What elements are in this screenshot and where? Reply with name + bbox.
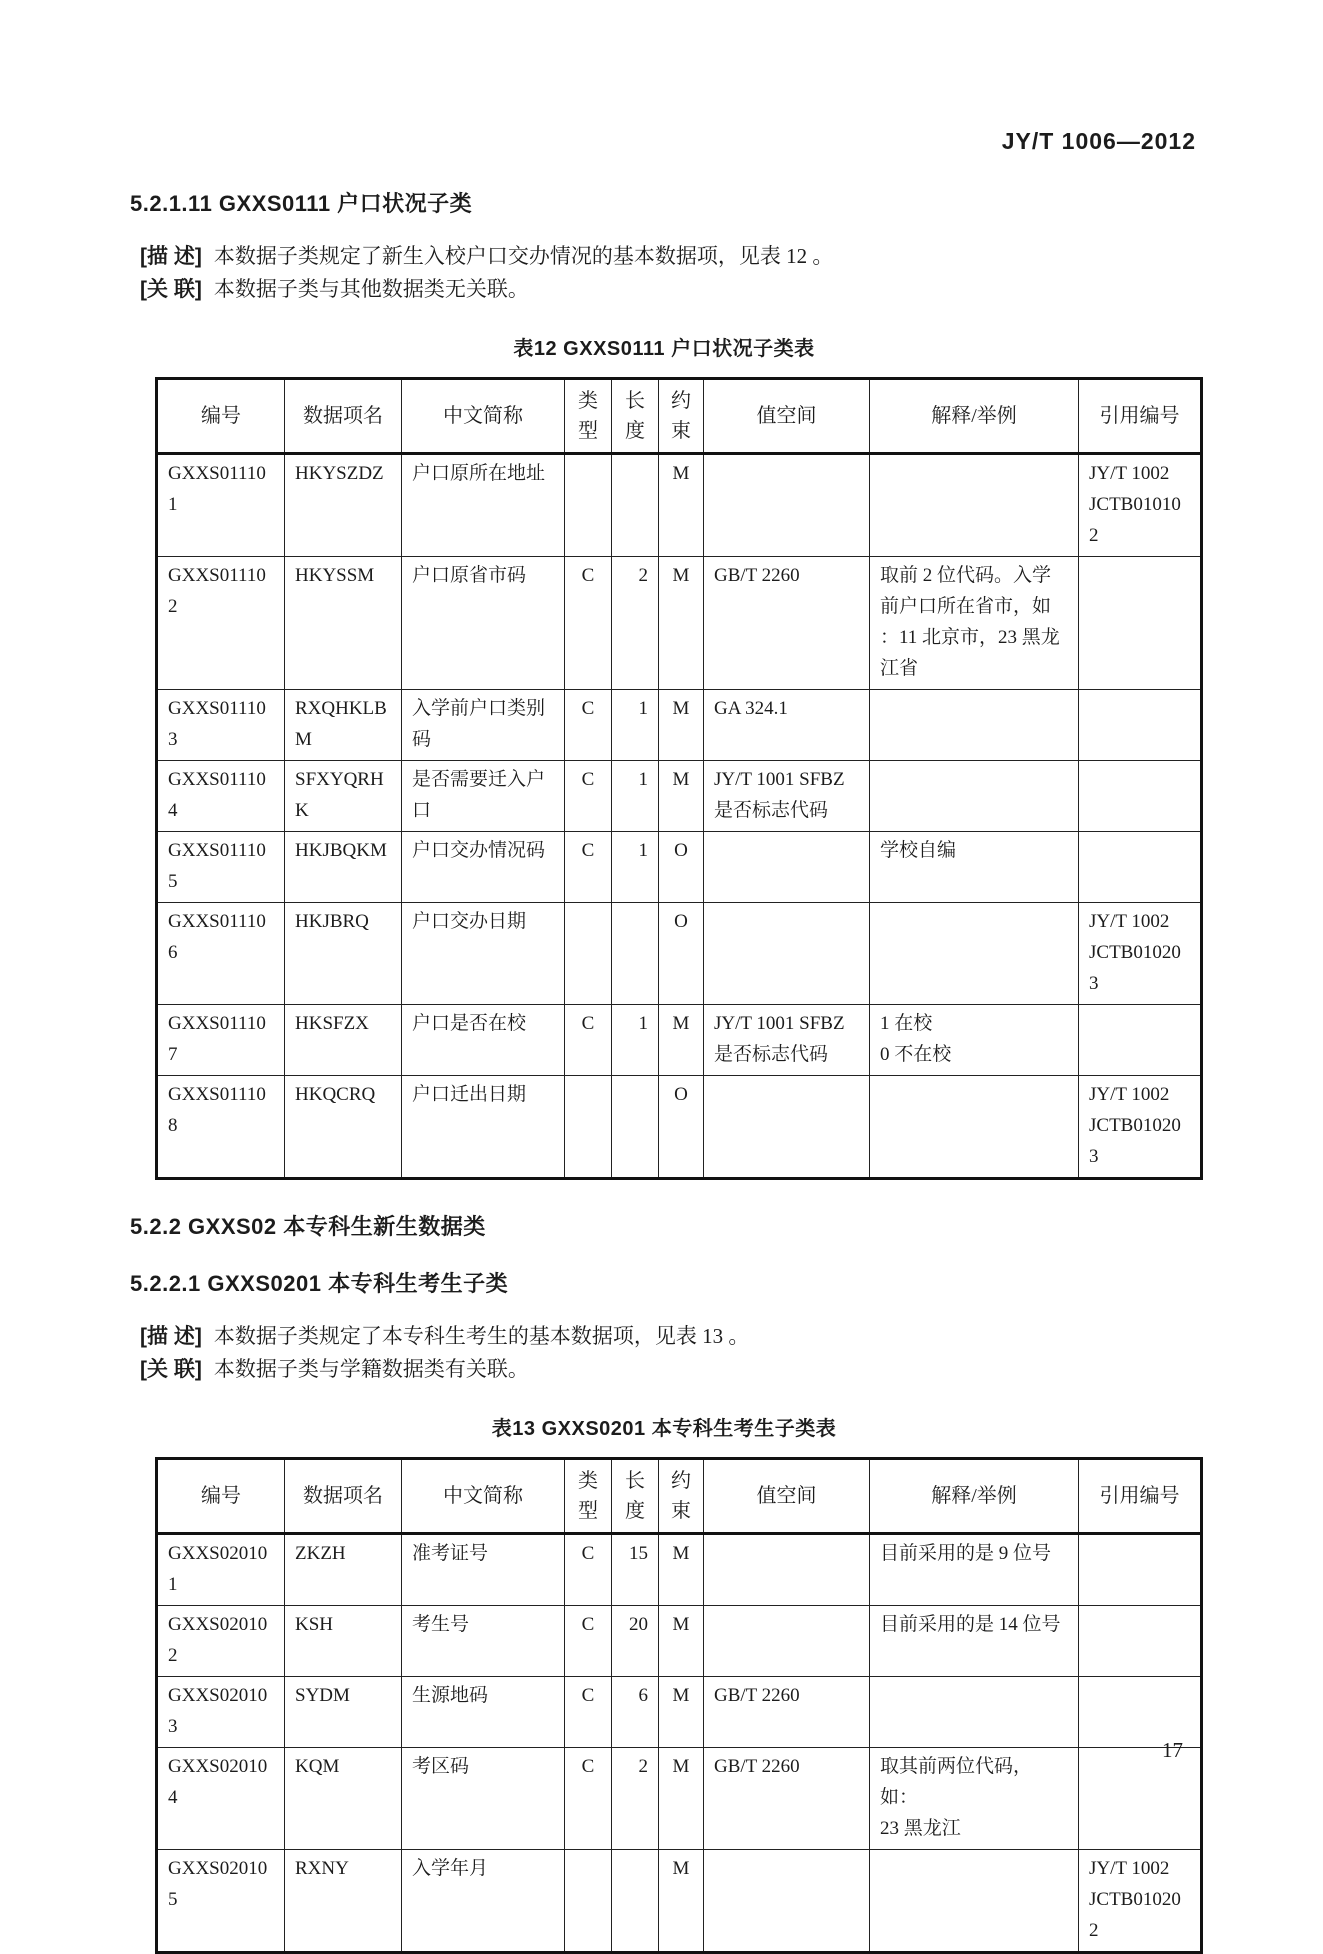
- table-cell: JY/T 1002 JCTB010102: [1079, 454, 1202, 557]
- table-cell: 2: [612, 557, 659, 690]
- column-header: 中文简称: [402, 1459, 565, 1534]
- table-cell: M: [659, 454, 704, 557]
- table-row: [157, 557, 1202, 690]
- table-cell: HKYSZDZ: [285, 454, 402, 557]
- table-row: [157, 454, 1202, 557]
- table-cell: [565, 454, 612, 557]
- table-cell: 户口原省市码: [402, 557, 565, 690]
- relation-label: [关 联]: [140, 1358, 202, 1381]
- table-cell: [870, 1677, 1079, 1748]
- document-header: [130, 128, 1198, 155]
- table-cell: RXQHKLBM: [285, 690, 402, 761]
- table-cell: M: [659, 557, 704, 690]
- relation-text: 本数据子类与学籍数据类有关联。: [213, 1357, 529, 1381]
- table-cell: GXXS011106: [157, 903, 285, 1005]
- description-label: [描 述]: [140, 1325, 202, 1348]
- table-cell: [870, 761, 1079, 832]
- column-header: 数据项名: [285, 1459, 402, 1534]
- table-cell: 准考证号: [402, 1534, 565, 1606]
- table-cell: C: [565, 1606, 612, 1677]
- column-header: 类 型: [565, 379, 612, 454]
- table-cell: 户口交办情况码: [402, 832, 565, 903]
- table-cell: 学校自编: [870, 832, 1079, 903]
- table-cell: [704, 1606, 870, 1677]
- table-cell: GXXS020103: [157, 1677, 285, 1748]
- table-cell: 取前 2 位代码。入学前户口所在省市，如 ：11 北京市，23 黑龙江省: [870, 557, 1079, 690]
- page-number: 17: [1162, 1738, 1183, 1762]
- table-cell: [612, 1076, 659, 1179]
- column-header: 长 度: [612, 1459, 659, 1534]
- table-cell: JY/T 1002 JCTB010202: [1079, 1850, 1202, 1953]
- table-cell: [704, 1534, 870, 1606]
- table-cell: 考生号: [402, 1606, 565, 1677]
- table-cell: 入学前户口类别码: [402, 690, 565, 761]
- table-cell: [1079, 1748, 1202, 1850]
- table-cell: [612, 1850, 659, 1953]
- table-cell: M: [659, 761, 704, 832]
- table-cell: GXXS011108: [157, 1076, 285, 1179]
- doc-number: JY/T 1006—2012: [1001, 128, 1196, 154]
- table12-caption: 表12 GXXS0111 户口状况子类表: [513, 338, 815, 360]
- table-cell: HKSFZX: [285, 1005, 402, 1076]
- table-cell: GXXS011102: [157, 557, 285, 690]
- table-cell: C: [565, 1677, 612, 1748]
- table-cell: [565, 903, 612, 1005]
- column-header: 约 束: [659, 1459, 704, 1534]
- table-cell: 户口迁出日期: [402, 1076, 565, 1179]
- table-cell: O: [659, 832, 704, 903]
- table-cell: 15: [612, 1534, 659, 1606]
- table-row: [157, 1076, 1202, 1179]
- table-cell: GXXS011101: [157, 454, 285, 557]
- column-header: 引用编号: [1079, 1459, 1202, 1534]
- table-cell: [704, 454, 870, 557]
- table-row: [157, 903, 1202, 1005]
- column-header: 值空间: [704, 379, 870, 454]
- table-cell: KQM: [285, 1748, 402, 1850]
- table-header-row: [157, 379, 1202, 454]
- table-cell: RXNY: [285, 1850, 402, 1953]
- column-header: 中文简称: [402, 379, 565, 454]
- column-header: 引用编号: [1079, 379, 1202, 454]
- table-cell: HKJBRQ: [285, 903, 402, 1005]
- table-cell: [870, 454, 1079, 557]
- table-cell: [612, 454, 659, 557]
- table-cell: M: [659, 1748, 704, 1850]
- table-cell: GB/T 2260: [704, 557, 870, 690]
- table-cell: [1079, 1677, 1202, 1748]
- column-header: 编号: [157, 1459, 285, 1534]
- column-header: 值空间: [704, 1459, 870, 1534]
- table-cell: [870, 1850, 1079, 1953]
- table-cell: GA 324.1: [704, 690, 870, 761]
- table-cell: GXXS011107: [157, 1005, 285, 1076]
- table-cell: [704, 1076, 870, 1179]
- table-row: [157, 1005, 1202, 1076]
- table-cell: C: [565, 761, 612, 832]
- section-heading-xinsheng: 5.2.2 GXXS02 本专科生新生数据类: [130, 1214, 486, 1239]
- table-cell: [870, 903, 1079, 1005]
- table-cell: 取其前两位代码，如： 23 黑龙江: [870, 1748, 1079, 1850]
- table-cell: [1079, 1534, 1202, 1606]
- table-cell: [1079, 1606, 1202, 1677]
- table-cell: O: [659, 1076, 704, 1179]
- table-cell: O: [659, 903, 704, 1005]
- table-cell: [1079, 690, 1202, 761]
- table-cell: HKQCRQ: [285, 1076, 402, 1179]
- kaosheng-description-paragraph: [130, 1320, 1198, 1353]
- hukou-description-paragraph: [130, 240, 1198, 273]
- table-cell: C: [565, 690, 612, 761]
- table-cell: 目前采用的是 14 位号: [870, 1606, 1079, 1677]
- table-cell: M: [659, 1606, 704, 1677]
- table-cell: M: [659, 690, 704, 761]
- table-cell: 1: [612, 761, 659, 832]
- table-cell: C: [565, 1005, 612, 1076]
- column-header: 类 型: [565, 1459, 612, 1534]
- table-cell: 20: [612, 1606, 659, 1677]
- section-subheading-kaosheng: 5.2.2.1 GXXS0201 本专科生考生子类: [130, 1271, 509, 1296]
- table-cell: GB/T 2260: [704, 1748, 870, 1850]
- table-cell: C: [565, 1534, 612, 1606]
- table-row: [157, 690, 1202, 761]
- table-row: [157, 1850, 1202, 1953]
- table-cell: [565, 1076, 612, 1179]
- table-row: [157, 761, 1202, 832]
- table-cell: GB/T 2260: [704, 1677, 870, 1748]
- relation-text: 本数据子类与其他数据类无关联。: [213, 277, 529, 301]
- table-cell: 1 在校 0 不在校: [870, 1005, 1079, 1076]
- description-text: 本数据子类规定了本专科生考生的基本数据项，见表 13 。: [213, 1324, 750, 1348]
- column-header: 数据项名: [285, 379, 402, 454]
- table13: [155, 1457, 1203, 1954]
- table-cell: HKYSSM: [285, 557, 402, 690]
- table-header-row: [157, 1459, 1202, 1534]
- table-cell: M: [659, 1677, 704, 1748]
- table-cell: 是否需要迁入户口: [402, 761, 565, 832]
- table-cell: 目前采用的是 9 位号: [870, 1534, 1079, 1606]
- table-cell: JY/T 1001 SFBZ 是否标志代码: [704, 761, 870, 832]
- table-cell: JY/T 1002 JCTB010203: [1079, 903, 1202, 1005]
- table-cell: [1079, 761, 1202, 832]
- table-cell: JY/T 1001 SFBZ 是否标志代码: [704, 1005, 870, 1076]
- table-cell: [1079, 832, 1202, 903]
- table13-caption: 表13 GXXS0201 本专科生考生子类表: [491, 1418, 837, 1440]
- column-header: 解释/举例: [870, 1459, 1079, 1534]
- table-cell: SYDM: [285, 1677, 402, 1748]
- table-cell: 户口是否在校: [402, 1005, 565, 1076]
- table-cell: [870, 1076, 1079, 1179]
- relation-label: [关 联]: [140, 278, 202, 301]
- table-cell: 考区码: [402, 1748, 565, 1850]
- table-row: [157, 1748, 1202, 1850]
- description-text: 本数据子类规定了新生入校户口交办情况的基本数据项，见表 12 。: [213, 244, 834, 268]
- table-cell: GXXS011105: [157, 832, 285, 903]
- table-cell: GXXS020101: [157, 1534, 285, 1606]
- table-cell: 入学年月: [402, 1850, 565, 1953]
- table-cell: C: [565, 557, 612, 690]
- table-cell: 1: [612, 690, 659, 761]
- table-cell: [1079, 1005, 1202, 1076]
- table-cell: M: [659, 1005, 704, 1076]
- table12: [155, 377, 1203, 1180]
- table-cell: 1: [612, 1005, 659, 1076]
- table-cell: GXXS020102: [157, 1606, 285, 1677]
- table-cell: [704, 832, 870, 903]
- table-cell: GXXS011104: [157, 761, 285, 832]
- table-cell: [565, 1850, 612, 1953]
- table-cell: SFXYQRHK: [285, 761, 402, 832]
- table-cell: [704, 1850, 870, 1953]
- column-header: 长 度: [612, 379, 659, 454]
- section-heading-hukou: 5.2.1.11 GXXS0111 户口状况子类: [130, 191, 473, 216]
- table-cell: GXXS020105: [157, 1850, 285, 1953]
- table-row: [157, 1606, 1202, 1677]
- table-cell: 生源地码: [402, 1677, 565, 1748]
- kaosheng-relation-paragraph: [130, 1353, 1198, 1386]
- table-cell: [1079, 557, 1202, 690]
- table-cell: [612, 903, 659, 1005]
- table-cell: 6: [612, 1677, 659, 1748]
- table-cell: M: [659, 1850, 704, 1953]
- table-cell: [870, 690, 1079, 761]
- table-row: [157, 832, 1202, 903]
- table-cell: 户口交办日期: [402, 903, 565, 1005]
- table-cell: 1: [612, 832, 659, 903]
- table-cell: KSH: [285, 1606, 402, 1677]
- table-cell: C: [565, 832, 612, 903]
- description-label: [描 述]: [140, 245, 202, 268]
- column-header: 编号: [157, 379, 285, 454]
- hukou-relation-paragraph: [130, 273, 1198, 306]
- table-cell: 2: [612, 1748, 659, 1850]
- table-cell: 户口原所在地址: [402, 454, 565, 557]
- table-cell: GXXS020104: [157, 1748, 285, 1850]
- table-cell: GXXS011103: [157, 690, 285, 761]
- column-header: 解释/举例: [870, 379, 1079, 454]
- table-cell: [704, 903, 870, 1005]
- table-cell: C: [565, 1748, 612, 1850]
- table-cell: ZKZH: [285, 1534, 402, 1606]
- column-header: 约 束: [659, 379, 704, 454]
- table-cell: M: [659, 1534, 704, 1606]
- table-cell: JY/T 1002 JCTB010203: [1079, 1076, 1202, 1179]
- table-row: [157, 1534, 1202, 1606]
- table-row: [157, 1677, 1202, 1748]
- table-cell: HKJBQKM: [285, 832, 402, 903]
